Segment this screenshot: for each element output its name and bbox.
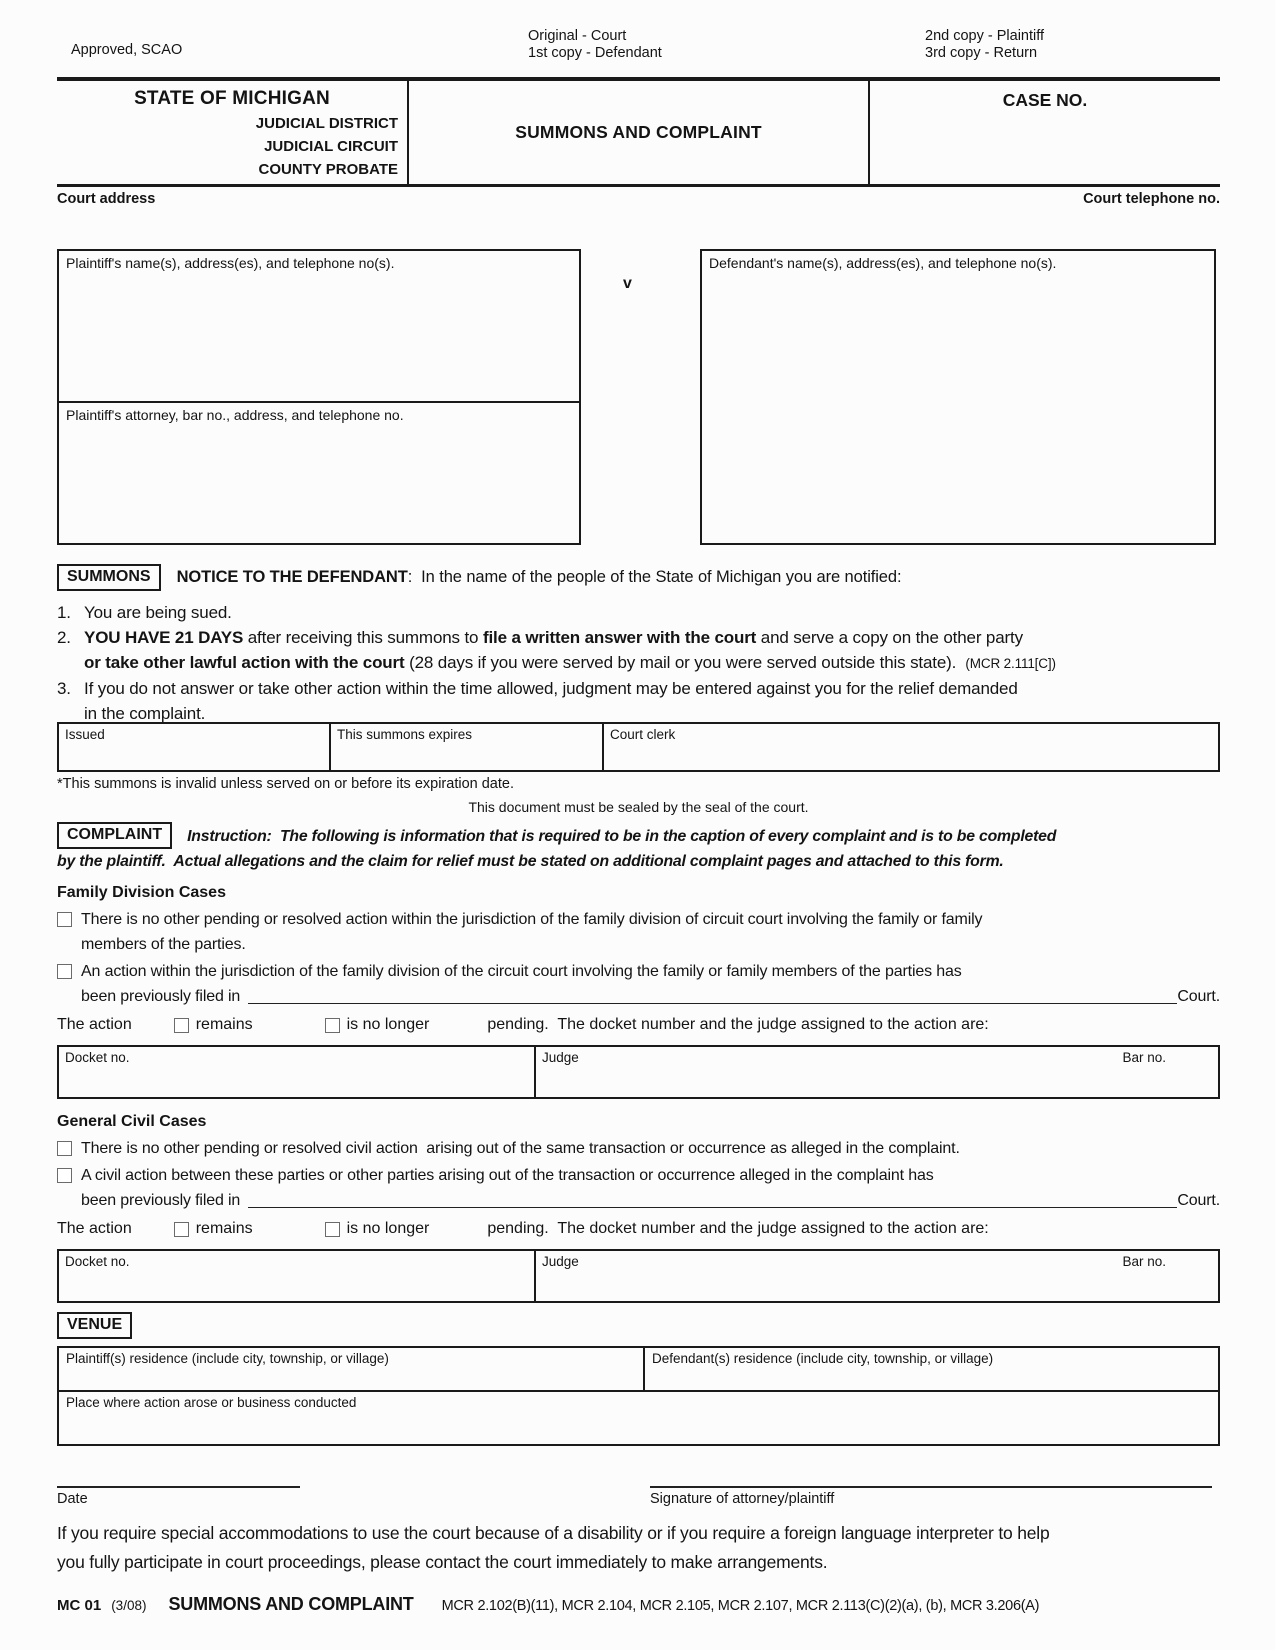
docket-no-label: Docket no. [65, 1050, 130, 1065]
court-suffix-label-2: Court. [1177, 1192, 1220, 1209]
plaintiff-attorney-cell[interactable] [59, 403, 579, 427]
approved-scao-label: Approved, SCAO [71, 42, 183, 58]
plaintiff-box [57, 249, 581, 545]
checkbox-civil-no-longer[interactable] [325, 1222, 340, 1237]
item-1-text: You are being sued. [84, 603, 232, 622]
defendant-name-label: Defendant's name(s), address(es), and telephone no(s). [709, 255, 1057, 271]
court-clerk-cell[interactable] [604, 724, 1218, 770]
family-action-status-row [57, 1012, 1220, 1038]
place-of-action-label: Place where action arose or business conducted [66, 1395, 357, 1410]
defendant-residence-cell[interactable] [645, 1348, 1218, 1390]
summons-item-2 [57, 625, 1220, 676]
summons-item-3 [57, 676, 1220, 726]
docket-no-label-2: Docket no. [65, 1254, 130, 1269]
item-2-number: 2. [57, 628, 71, 647]
plaintiff-attorney-label: Plaintiff's attorney, bar no., address, and telephone no. [66, 407, 404, 423]
form-code: MC 01 [57, 1597, 102, 1614]
family-docket-no-cell[interactable] [59, 1047, 536, 1097]
plaintiff-residence-label: Plaintiff(s) residence (include city, township, or village) [66, 1351, 389, 1366]
checkbox-civil-remains[interactable] [174, 1222, 189, 1237]
pending-docket-label-2: pending. The docket number and the judge assigned to the action are: [487, 1220, 989, 1237]
form-footer [57, 1594, 1220, 1615]
item-3-line-1: If you do not answer or take other action within the time allowed, judgment may be entered against you for the relief demanded [84, 679, 1018, 698]
complaint-section [57, 822, 1220, 1303]
checkbox-family-no-longer[interactable] [325, 1018, 340, 1033]
general-civil-heading: General Civil Cases [57, 1113, 207, 1130]
date-block [57, 1486, 300, 1507]
issued-cell[interactable] [59, 724, 331, 770]
form-header [57, 77, 1220, 187]
family-check1-row [57, 907, 1220, 957]
footer-form-title: SUMMONS AND COMPLAINT [168, 1594, 414, 1614]
family-court-name-fill[interactable] [248, 1002, 1177, 1004]
form-title: SUMMONS AND COMPLAINT [407, 81, 870, 184]
item-2-text [84, 625, 1220, 676]
family-check2-row [57, 959, 1220, 1009]
civil-check2-row [57, 1163, 1220, 1213]
civil-check2-text [81, 1163, 1220, 1213]
family-division-heading: Family Division Cases [57, 884, 226, 901]
summons-box-label: SUMMONS [57, 564, 161, 591]
mcr-citations: MCR 2.102(B)(11), MCR 2.104, MCR 2.105, MCR 2.107, MCR 2.113(C)(2)(a), (b), MCR 3.206(A) [441, 1598, 1040, 1614]
civil-docket-no-cell[interactable] [59, 1251, 536, 1301]
is-no-longer-label-2: is no longer [346, 1220, 430, 1237]
court-address-label: Court address [57, 191, 156, 207]
checkbox-civil-action-filed[interactable] [57, 1168, 72, 1183]
date-label: Date [57, 1491, 88, 1507]
item-2-seg-1: after receiving this summons to [243, 628, 483, 647]
summons-section [57, 564, 1220, 726]
court-telephone-label: Court telephone no. [1083, 191, 1220, 207]
court-contact-row [57, 191, 1220, 207]
judicial-district-label: JUDICIAL DISTRICT [255, 115, 398, 132]
family-judge-cell[interactable] [536, 1047, 1218, 1097]
civil-check2-line-1: A civil action between these parties or other parties arising out of the transaction or occurrence alleged in the complaint has [81, 1167, 934, 1184]
issued-label: Issued [65, 727, 105, 742]
seal-note: This document must be sealed by the seal of the court. [468, 799, 809, 815]
copy-original-court: Original - Court [528, 28, 627, 44]
checkbox-civil-no-other-action[interactable] [57, 1141, 72, 1156]
notice-to-defendant-line [177, 568, 902, 587]
court-jurisdiction-column [57, 81, 407, 184]
accommodation-note [57, 1519, 1220, 1577]
judge-label: Judge [542, 1050, 579, 1065]
the-action-label: The action [57, 1016, 132, 1033]
civil-judge-cell[interactable] [536, 1251, 1218, 1301]
family-check1-text [81, 907, 1220, 957]
family-check1-line-1: There is no other pending or resolved action within the jurisdiction of the family division of circuit court involving the family or family [81, 911, 983, 928]
summons-expires-label: This summons expires [337, 727, 473, 742]
item-2-bold-3: or take other lawful action with the court [84, 653, 405, 672]
summons-invalid-note: *This summons is invalid unless served on or before its expiration date. [57, 776, 514, 792]
item-1-number: 1. [57, 603, 71, 622]
defendant-name-cell[interactable] [700, 249, 1216, 545]
signature-label: Signature of attorney/plaintiff [650, 1491, 835, 1507]
remains-label-2: remains [195, 1220, 253, 1237]
civil-court-name-fill[interactable] [248, 1206, 1177, 1208]
filed-in-label-2: been previously filed in [81, 1192, 241, 1209]
checkbox-family-no-other-action[interactable] [57, 912, 72, 927]
signature-line[interactable] [650, 1486, 1212, 1488]
versus-label: v [623, 275, 632, 292]
place-of-action-cell[interactable] [59, 1392, 1218, 1444]
plaintiff-name-label: Plaintiff's name(s), address(es), and telephone no(s). [66, 255, 395, 271]
family-check1-line-2: members of the parties. [81, 936, 246, 953]
venue-table [57, 1346, 1220, 1446]
form-revision: (3/08) [111, 1598, 147, 1613]
family-docket-table [57, 1045, 1220, 1099]
civil-docket-table [57, 1249, 1220, 1303]
copy-third-return: 3rd copy - Return [925, 45, 1038, 61]
family-check2-line-1: An action within the jurisdiction of the family division of the circuit court involving the family or family members of the parties has [81, 963, 962, 980]
summons-expires-cell[interactable] [331, 724, 604, 770]
filed-in-label: been previously filed in [81, 988, 241, 1005]
notice-rest: : In the name of the people of the State of Michigan you are notified: [407, 568, 902, 586]
county-probate-label: COUNTY PROBATE [258, 161, 398, 178]
is-no-longer-label: is no longer [346, 1016, 430, 1033]
jurisdiction-lines [57, 112, 407, 181]
item-3-number: 3. [57, 679, 71, 698]
case-no-label: CASE NO. [1002, 90, 1088, 110]
pending-docket-label: pending. The docket number and the judge assigned to the action are: [487, 1016, 989, 1033]
court-clerk-label: Court clerk [610, 727, 676, 742]
accommodation-line-2: you fully participate in court proceedings, please contact the court immediately to make arrangements. [57, 1552, 828, 1572]
item-2-citation: (MCR 2.111[C]) [965, 656, 1056, 671]
instruction-line-1: Instruction: The following is information that is required to be in the caption of every complaint and is to be completed [187, 828, 1057, 845]
civil-action-status-row [57, 1216, 1220, 1242]
instruction-line-2: by the plaintiff. Actual allegations and the claim for relief must be stated on additional complaint pages and attached to this form. [57, 853, 1004, 870]
plaintiff-residence-cell[interactable] [59, 1348, 645, 1390]
judge-label-2: Judge [542, 1254, 579, 1269]
item-3-line-2: in the complaint. [84, 704, 206, 723]
bar-no-label: Bar no. [1122, 1050, 1166, 1065]
checkbox-family-action-filed[interactable] [57, 964, 72, 979]
item-2-seg-3: (28 days if you were served by mail or you were served outside this state). [404, 653, 966, 672]
court-suffix-label: Court. [1177, 988, 1220, 1005]
accommodation-line-1: If you require special accommodations to use the court because of a disability or if you require a foreign language interpreter to help [57, 1523, 1050, 1543]
item-2-seg-2: and serve a copy on the other party [756, 628, 1023, 647]
checkbox-family-remains[interactable] [174, 1018, 189, 1033]
item-3-text [84, 676, 1220, 726]
date-line[interactable] [57, 1486, 300, 1488]
the-action-label-2: The action [57, 1220, 132, 1237]
copy-center-block [528, 28, 662, 62]
bar-no-label-2: Bar no. [1122, 1254, 1166, 1269]
family-check2-text [81, 959, 1220, 1009]
copy-second-plaintiff: 2nd copy - Plaintiff [925, 28, 1045, 44]
civil-check1-text: There is no other pending or resolved civil action arising out of the same transaction or occurrence as alleged in the complaint. [81, 1140, 960, 1157]
state-title: STATE OF MICHIGAN [134, 88, 330, 109]
summons-item-1 [57, 600, 1220, 625]
civil-check1-row [57, 1136, 1220, 1161]
venue-box-label: VENUE [57, 1312, 132, 1339]
copy-right-block [925, 28, 1044, 62]
issued-table [57, 722, 1220, 772]
copy-first-defendant: 1st copy - Defendant [528, 45, 662, 61]
defendant-residence-label: Defendant(s) residence (include city, township, or village) [652, 1351, 994, 1366]
judicial-circuit-label: JUDICIAL CIRCUIT [264, 138, 398, 155]
item-2-bold-2: file a written answer with the court [482, 628, 757, 647]
party-area [57, 249, 1220, 545]
venue-section [57, 1312, 1220, 1446]
notice-bold: NOTICE TO THE DEFENDANT [176, 568, 408, 586]
plaintiff-name-cell[interactable] [59, 251, 579, 403]
signature-block [650, 1486, 1212, 1507]
complaint-box-label: COMPLAINT [57, 822, 172, 849]
item-2-bold-1: YOU HAVE 21 DAYS [84, 628, 244, 647]
copies-row [57, 28, 1220, 74]
remains-label: remains [195, 1016, 253, 1033]
case-no-cell[interactable] [870, 81, 1220, 184]
